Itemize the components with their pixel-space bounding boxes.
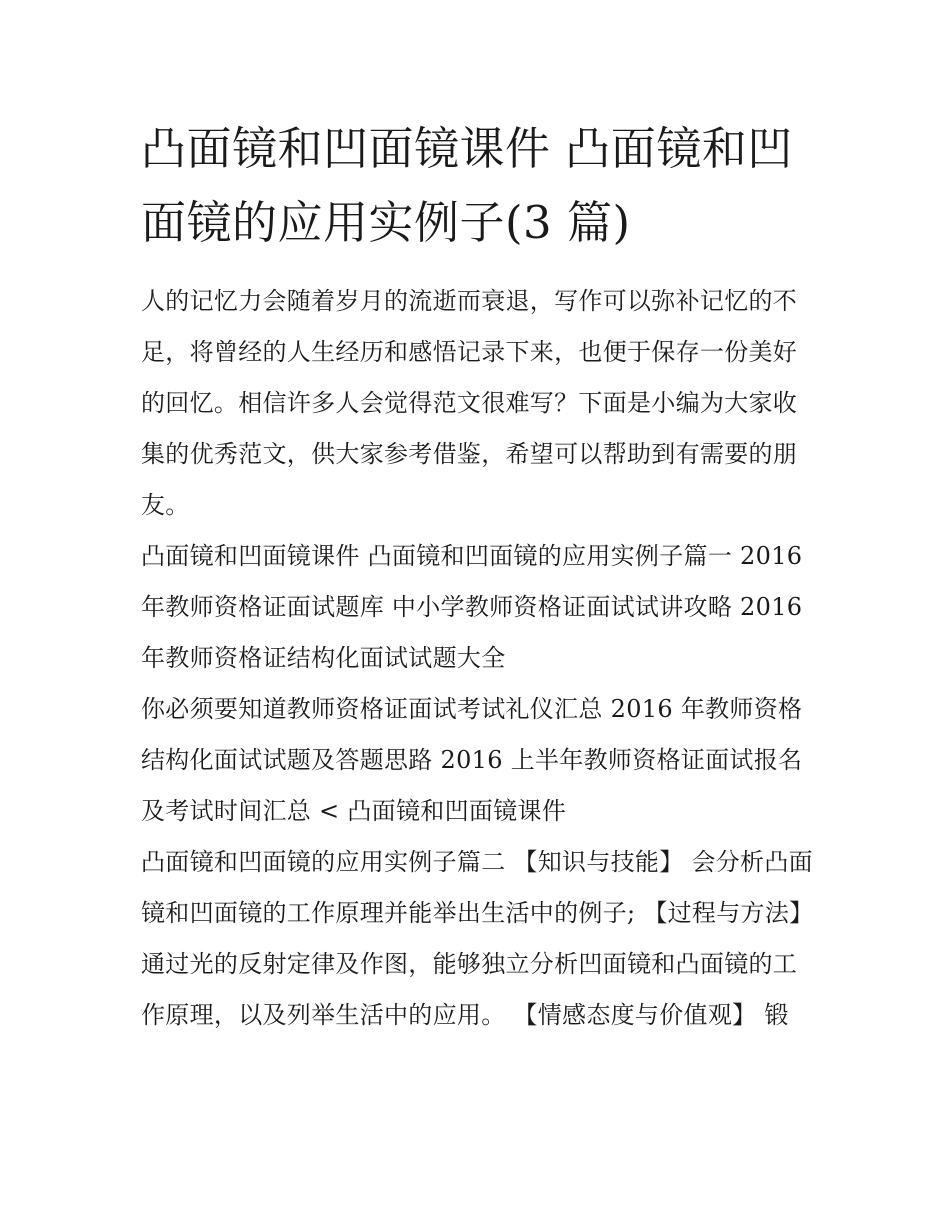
- paragraph-process: 通过光的反射定律及作图，能够独立分析凹面镜和凸面镜的工作原理，以及列举生活中的应用。 【情感态度与价值观】 锻: [141, 950, 798, 1029]
- paragraph-part-one: 凸面镜和凹面镜课件 凸面镜和凹面镜的应用实例子篇一 2016 年教师资格证面试题库 中小学教师资格证面试试讲攻略 2016 年教师资格证结构化面试试题大全: [141, 542, 803, 672]
- document-page: [141, 112, 813, 1041]
- paragraph-links: 你必须要知道教师资格证面试考试礼仪汇总 2016 年教师资格结构化面试试题及答题思路 2016 上半年教师资格证面试报名及考试时间汇总 < 凸面镜和凹面镜课件: [141, 695, 803, 825]
- paragraph-intro: 人的记忆力会随着岁月的流逝而衰退，写作可以弥补记忆的不足，将曾经的人生经历和感悟记录下来，也便于保存一份美好的回忆。相信许多人会觉得范文很难写？下面是小编为大家收集的优秀范文，供大家参考借鉴，希望可以帮助到有需要的朋友。: [141, 287, 798, 519]
- document-title: 凸面镜和凹面镜课件 凸面镜和凹面镜的应用实例子(3 篇): [141, 122, 793, 249]
- paragraph-part-two: 凸面镜和凹面镜的应用实例子篇二 【知识与技能】 会分析凸面镜和凹面镜的工作原理并能举出生活中的例子; 【过程与方法】: [141, 848, 814, 927]
